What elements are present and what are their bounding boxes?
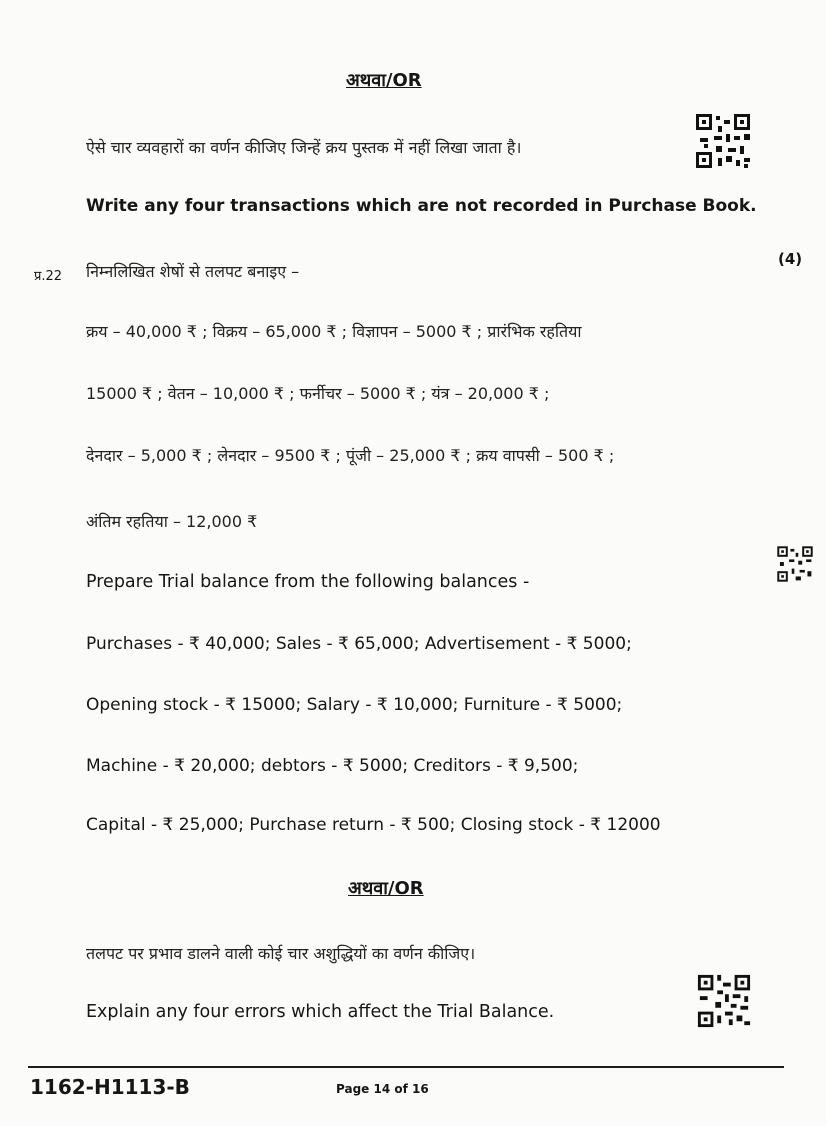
q22-english-line-4: Capital - ₹ 25,000; Purchase return - ₹ 500; Closing stock - ₹ 12000 bbox=[86, 815, 661, 835]
q22-english-intro: Prepare Trial balance from the following balances - bbox=[86, 572, 530, 592]
question-number: प्र.22 bbox=[34, 269, 63, 284]
qr-code-icon bbox=[696, 973, 752, 1029]
q22-english-line-2: Opening stock - ₹ 15000; Salary - ₹ 10,000; Furniture - ₹ 5000; bbox=[86, 695, 623, 715]
q21-or-hindi: ऐसे चार व्यवहारों का वर्णन कीजिए जिन्हें क्रय पुस्तक में नहीं लिखा जाता है। bbox=[86, 138, 522, 157]
q22-hindi-line-3: देनदार – 5,000 ₹ ; लेनदार – 9500 ₹ ; पूंजी – 25,000 ₹ ; क्रय वापसी – 500 ₹ ; bbox=[86, 446, 615, 465]
question-marks: (4) bbox=[778, 250, 803, 268]
qr-code-icon bbox=[776, 545, 814, 583]
footer-rule bbox=[28, 1066, 784, 1068]
q22-hindi-line-4: अंतिम रहतिया – 12,000 ₹ bbox=[86, 512, 258, 531]
q22-hindi-line-2: 15000 ₹ ; वेतन – 10,000 ₹ ; फर्नीचर – 5000 ₹ ; यंत्र – 20,000 ₹ ; bbox=[86, 384, 550, 403]
q22-english-line-3: Machine - ₹ 20,000; debtors - ₹ 5000; Creditors - ₹ 9,500; bbox=[86, 756, 579, 776]
or-heading-bottom: अथवा/OR bbox=[348, 878, 424, 899]
footer-page-number: Page 14 of 16 bbox=[336, 1082, 429, 1096]
qr-code-icon bbox=[694, 112, 752, 170]
q21-or-english: Write any four transactions which are not recorded in Purchase Book. bbox=[86, 196, 757, 216]
footer-paper-code: 1162-H1113-B bbox=[30, 1075, 190, 1099]
q22-english-line-1: Purchases - ₹ 40,000; Sales - ₹ 65,000; Advertisement - ₹ 5000; bbox=[86, 634, 632, 654]
q22-hindi-line-1: क्रय – 40,000 ₹ ; विक्रय – 65,000 ₹ ; विज्ञापन – 5000 ₹ ; प्रारंभिक रहतिया bbox=[86, 322, 582, 341]
q22-hindi-intro: निम्नलिखित शेषों से तलपट बनाइए – bbox=[86, 262, 300, 281]
q22-or-hindi: तलपट पर प्रभाव डालने वाली कोई चार अशुद्धियों का वर्णन कीजिए। bbox=[86, 944, 476, 963]
q22-or-english: Explain any four errors which affect the Trial Balance. bbox=[86, 1002, 555, 1022]
or-heading-top: अथवा/OR bbox=[346, 70, 422, 91]
